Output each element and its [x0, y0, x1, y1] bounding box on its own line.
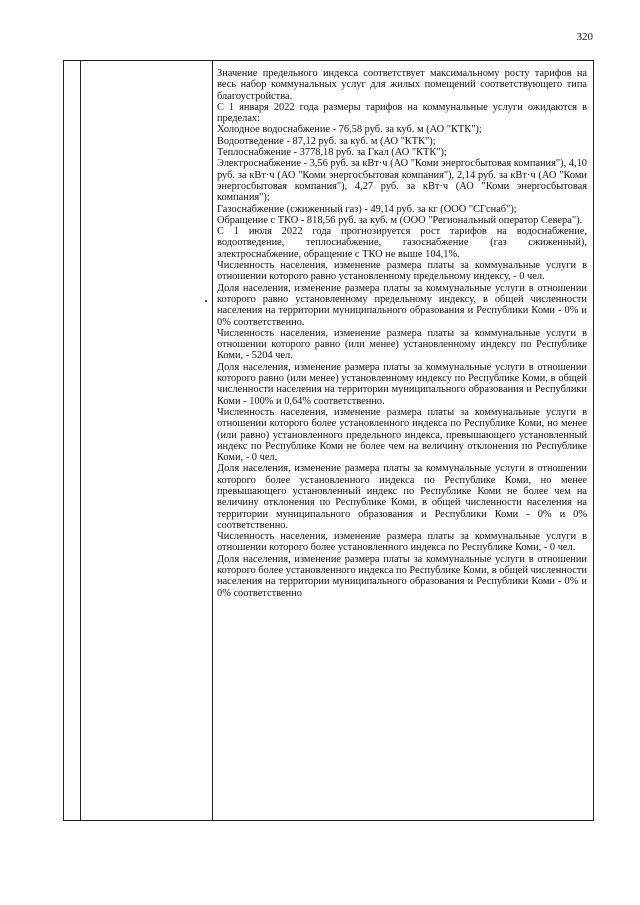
paragraph-waste: Обращение с ТКО - 818,56 руб. за куб. м (ООО "Региональный оператор Севера"). — [217, 214, 583, 226]
table-column-number — [64, 61, 81, 820]
table-column-content — [213, 61, 593, 820]
paragraph-index-note: Значение предельного индекса соответствует максимальному росту тарифов на весь набор коммунальных услуг для жилых помещений соответствующего типа благоустройства. — [217, 68, 587, 102]
paragraph-cold-water: Холодное водоснабжение - 76,58 руб. за куб. м (АО "КТК"); — [217, 124, 482, 136]
paragraph-share-above-regional: Доля населения, изменение размера платы за коммунальные услуги в отношении которого более установленного индекса по Республике Коми, в общей численности населения на территории муниципального образования и Республики Коми - 0% и 0% соответственно — [217, 553, 587, 599]
paragraph-drainage: Водоотведение - 87,12 руб. за куб. м (АО "КТК"); — [217, 135, 436, 147]
paragraph-population-above-regional-within-deviation: Численность населения, изменение размера платы за коммунальные услуги в отношении которого более установленного индекса по Республике Коми, но менее (или равно) установленного предельного индекса, превышающего установленный индекс по Республике Коми не более чем на величину отклонения по Республике Коми, - 0 чел. — [217, 406, 587, 464]
paragraph-tariffs-intro: С 1 января 2022 года размеры тарифов на коммунальные услуги ожидаются в пределах: — [217, 101, 587, 125]
paragraph-population-above-regional: Численность населения, изменение размера платы за коммунальные услуги в отношении которого более установленного индекса по Республике Коми, - 0 чел. — [217, 531, 587, 554]
paragraph-gas: Газоснабжение (сжиженный газ) - 49,14 руб. за кг (ООО "СГснаб"); — [217, 203, 517, 215]
paragraph-population-equal-regional: Численность населения, изменение размера платы за коммунальные услуги в отношении которого равно (или менее) установленному индексу по Республике Коми, - 5204 чел. — [217, 327, 587, 362]
table-column-name — [81, 61, 213, 820]
document-table — [63, 60, 594, 821]
scan-dot — [205, 300, 207, 302]
paragraph-electricity: Электроснабжение - 3,56 руб. за кВт·ч (АО "Коми энергосбытовая компания"), 4,10 руб. за кВт·ч (АО "Коми энергосбытовая компания"), 2,14 руб. за кВт·ч (АО "Коми энергосбытовая компания"), 4,27 руб. за кВт·ч (АО "Коми энергосбытовая компания"); — [217, 158, 587, 204]
paragraph-share-equal-regional: Доля населения, изменение размера платы за коммунальные услуги в отношении которого равно (или менее) установленному индексу по Республике Коми, в общей численности населения на территории муниципального образования и Республики Коми - 100% и 0,64% соответственно. — [217, 361, 587, 407]
page-number: 320 — [576, 31, 593, 43]
paragraph-population-equal-limit: Численность населения, изменение размера платы за коммунальные услуги в отношении которого равно установленному предельному индексу, - 0 чел. — [217, 260, 587, 283]
paragraph-share-equal-limit: Доля населения, изменение размера платы за коммунальные услуги в отношении которого равно установленному предельному индексу, в общей численности населения на территории муниципального образования и Республики Коми - 0% и 0% соответственно. — [217, 282, 587, 328]
paragraph-july-growth: С 1 июля 2022 года прогнозируется рост тарифов на водоснабжение, водоотведение, теплоснабжение, газоснабжение (газ сжиженный), электроснабжение, обращение с ТКО не выше 104,1%. — [217, 226, 587, 260]
paragraph-heating: Теплоснабжение - 3778,18 руб. за Гкал (АО "КТК"); — [217, 147, 447, 159]
paragraph-share-above-regional-within-deviation: Доля населения, изменение размера платы за коммунальные услуги в отношении которого более установленного индекса по Республике Коми, но менее превышающего установленный индекс по Республике Коми не более чем на величину отклонения по Республике Коми, в общей численности населения на территории муниципального образования и Республики Коми - 0% и 0% соответственно. — [217, 463, 587, 531]
